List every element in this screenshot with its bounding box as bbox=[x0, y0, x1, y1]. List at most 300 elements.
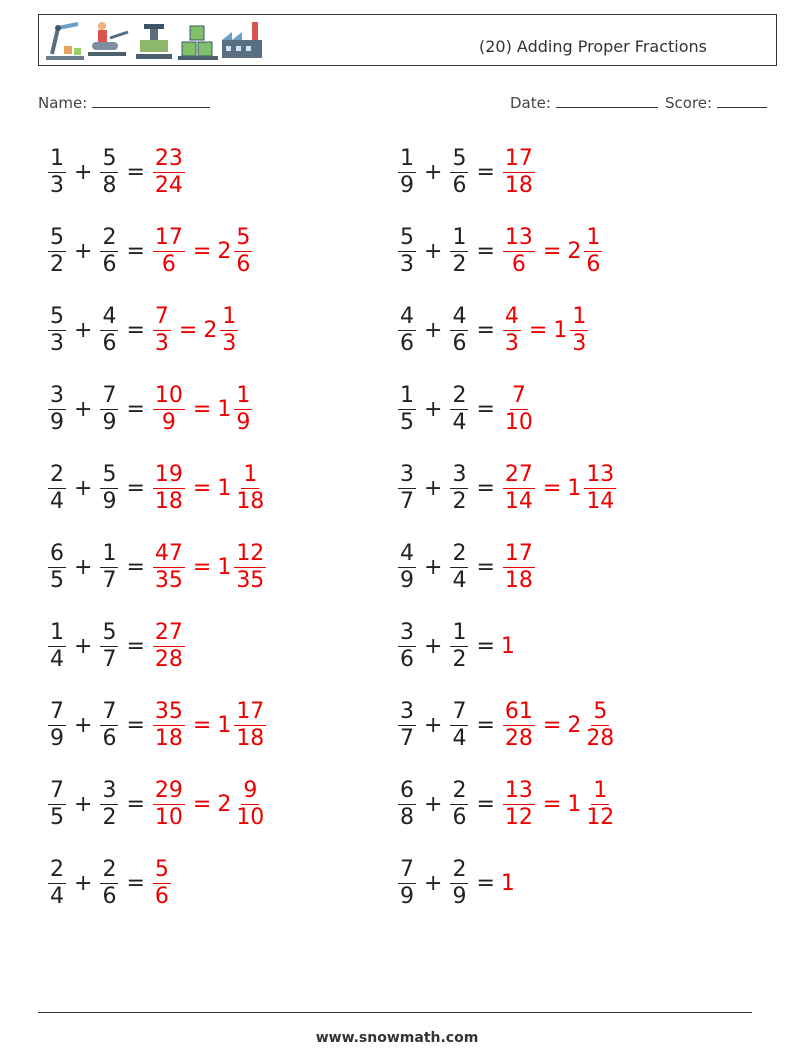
numerator: 1 bbox=[452, 224, 467, 250]
equals-sign: = bbox=[192, 791, 212, 817]
addend-2-fraction bbox=[450, 778, 468, 831]
plus-sign: + bbox=[424, 238, 443, 264]
denominator: 4 bbox=[50, 883, 64, 909]
problem-3 bbox=[46, 220, 254, 282]
numerator: 1 bbox=[400, 145, 414, 171]
problem-14 bbox=[396, 615, 515, 677]
problem-18 bbox=[396, 773, 618, 835]
numerator: 17 bbox=[154, 224, 183, 250]
addend-2-fraction bbox=[100, 146, 118, 199]
equals-sign: = bbox=[126, 238, 145, 264]
numerator: 5 bbox=[236, 224, 251, 250]
numerator: 27 bbox=[154, 619, 183, 645]
equals-sign: = bbox=[192, 554, 212, 580]
denominator: 6 bbox=[102, 883, 117, 909]
equals-sign: = bbox=[476, 475, 495, 501]
addend-2-fraction bbox=[450, 541, 468, 594]
denominator: 6 bbox=[102, 330, 117, 356]
plus-sign: + bbox=[424, 870, 443, 896]
addend-2-fraction bbox=[100, 778, 118, 831]
denominator: 4 bbox=[50, 488, 64, 514]
answer-whole: 1 bbox=[500, 633, 515, 659]
answer bbox=[151, 304, 240, 357]
equals-sign: = bbox=[528, 317, 548, 343]
denominator: 9 bbox=[50, 725, 64, 751]
denominator: 2 bbox=[452, 488, 467, 514]
addend-1-fraction bbox=[48, 541, 66, 594]
addend-2-fraction bbox=[450, 462, 468, 515]
denominator: 9 bbox=[102, 488, 117, 514]
numerator: 3 bbox=[400, 461, 414, 487]
mixed-fraction bbox=[584, 225, 602, 278]
numerator: 6 bbox=[50, 540, 64, 566]
problem-7 bbox=[46, 378, 254, 440]
answer-fraction bbox=[503, 699, 535, 752]
plus-sign: + bbox=[74, 791, 93, 817]
equals-sign: = bbox=[192, 238, 212, 264]
score-field[interactable] bbox=[665, 93, 767, 112]
press-machine-icon bbox=[136, 24, 172, 59]
mixed-whole: 2 bbox=[217, 791, 232, 817]
name-label: Name: bbox=[38, 94, 88, 112]
mixed-whole: 1 bbox=[217, 712, 232, 738]
plus-sign: + bbox=[424, 475, 443, 501]
score-blank[interactable] bbox=[717, 93, 767, 108]
addend-2-fraction bbox=[450, 225, 468, 278]
addend-2-fraction bbox=[450, 383, 468, 436]
answer bbox=[501, 541, 537, 594]
numerator: 5 bbox=[102, 145, 117, 171]
addend-1-fraction bbox=[48, 462, 66, 515]
numerator: 5 bbox=[50, 224, 64, 250]
denominator: 6 bbox=[586, 251, 601, 277]
denominator: 6 bbox=[400, 330, 414, 356]
denominator: 6 bbox=[102, 725, 117, 751]
denominator: 28 bbox=[586, 725, 615, 751]
robot-arm-icon bbox=[46, 24, 84, 60]
equals-sign: = bbox=[126, 712, 145, 738]
problem-8 bbox=[396, 378, 537, 440]
denominator: 10 bbox=[236, 804, 265, 830]
denominator: 18 bbox=[504, 172, 533, 198]
mixed-fraction bbox=[234, 778, 266, 831]
mixed-whole: 1 bbox=[217, 554, 232, 580]
name-field[interactable] bbox=[38, 93, 210, 112]
numerator: 27 bbox=[504, 461, 533, 487]
mixed-whole: 1 bbox=[553, 317, 568, 343]
numerator: 1 bbox=[572, 303, 587, 329]
denominator: 18 bbox=[504, 567, 533, 593]
numerator: 3 bbox=[50, 382, 64, 408]
denominator: 3 bbox=[504, 330, 519, 356]
equals-sign: = bbox=[476, 791, 495, 817]
plus-sign: + bbox=[74, 712, 93, 738]
denominator: 5 bbox=[50, 567, 64, 593]
numerator: 4 bbox=[452, 303, 467, 329]
denominator: 9 bbox=[102, 409, 117, 435]
equals-sign: = bbox=[476, 870, 495, 896]
plus-sign: + bbox=[74, 633, 93, 659]
equals-sign: = bbox=[126, 633, 145, 659]
numerator: 7 bbox=[50, 777, 64, 803]
worksheet-title: (20) Adding Proper Fractions bbox=[479, 37, 707, 56]
denominator: 6 bbox=[154, 883, 169, 909]
denominator: 2 bbox=[452, 251, 467, 277]
score-label: Score: bbox=[665, 94, 713, 112]
answer bbox=[151, 383, 254, 436]
answer-fraction bbox=[503, 383, 535, 436]
numerator: 61 bbox=[504, 698, 533, 724]
addend-2-fraction bbox=[450, 620, 468, 673]
addend-2-fraction bbox=[450, 857, 468, 910]
answer bbox=[501, 146, 537, 199]
answer-fraction bbox=[503, 146, 535, 199]
addend-1-fraction bbox=[398, 304, 416, 357]
equals-sign: = bbox=[126, 159, 145, 185]
equals-sign: = bbox=[178, 317, 198, 343]
mixed-whole: 2 bbox=[567, 238, 582, 264]
numerator: 4 bbox=[400, 540, 414, 566]
answer bbox=[151, 620, 187, 673]
answer bbox=[151, 541, 268, 594]
numerator: 7 bbox=[511, 382, 526, 408]
numerator: 2 bbox=[50, 856, 64, 882]
numerator: 1 bbox=[243, 461, 258, 487]
answer-fraction bbox=[503, 462, 535, 515]
equals-sign: = bbox=[192, 475, 212, 501]
numerator: 7 bbox=[50, 698, 64, 724]
denominator: 2 bbox=[452, 646, 467, 672]
numerator: 5 bbox=[102, 461, 117, 487]
answer bbox=[501, 383, 537, 436]
answer-fraction bbox=[153, 383, 185, 436]
problem-20 bbox=[396, 852, 515, 914]
numerator: 7 bbox=[102, 382, 117, 408]
addend-1-fraction bbox=[48, 225, 66, 278]
factory-icon bbox=[222, 22, 262, 58]
answer bbox=[501, 304, 590, 357]
factory-logo-strip bbox=[44, 18, 266, 64]
answer-fraction bbox=[503, 778, 535, 831]
numerator: 19 bbox=[154, 461, 183, 487]
denominator: 3 bbox=[50, 330, 64, 356]
answer bbox=[151, 225, 254, 278]
numerator: 29 bbox=[154, 777, 183, 803]
problem-12 bbox=[396, 536, 537, 598]
answer-fraction bbox=[153, 146, 185, 199]
addend-1-fraction bbox=[48, 304, 66, 357]
equals-sign: = bbox=[192, 396, 212, 422]
equals-sign: = bbox=[542, 238, 562, 264]
problem-5 bbox=[46, 299, 240, 361]
answer bbox=[501, 634, 515, 659]
denominator: 4 bbox=[452, 567, 467, 593]
addend-1-fraction bbox=[398, 620, 416, 673]
addend-1-fraction bbox=[48, 778, 66, 831]
addend-1-fraction bbox=[48, 857, 66, 910]
mixed-fraction bbox=[234, 699, 266, 752]
addend-2-fraction bbox=[100, 699, 118, 752]
denominator: 3 bbox=[222, 330, 237, 356]
denominator: 6 bbox=[452, 330, 467, 356]
denominator: 8 bbox=[400, 804, 414, 830]
problem-13 bbox=[46, 615, 187, 677]
numerator: 2 bbox=[50, 461, 64, 487]
numerator: 9 bbox=[243, 777, 258, 803]
numerator: 17 bbox=[504, 145, 533, 171]
numerator: 13 bbox=[504, 224, 533, 250]
answer bbox=[501, 462, 618, 515]
denominator: 9 bbox=[452, 883, 467, 909]
addend-2-fraction bbox=[100, 225, 118, 278]
date-blank[interactable] bbox=[556, 93, 658, 108]
denominator: 6 bbox=[511, 251, 526, 277]
denominator: 28 bbox=[154, 646, 183, 672]
plus-sign: + bbox=[424, 317, 443, 343]
problem-10 bbox=[396, 457, 618, 519]
plus-sign: + bbox=[74, 475, 93, 501]
numerator: 5 bbox=[50, 303, 64, 329]
equals-sign: = bbox=[476, 633, 495, 659]
equals-sign: = bbox=[542, 712, 562, 738]
denominator: 5 bbox=[400, 409, 414, 435]
equals-sign: = bbox=[476, 238, 495, 264]
answer-whole: 1 bbox=[500, 870, 515, 896]
mixed-fraction bbox=[234, 462, 266, 515]
addend-2-fraction bbox=[100, 541, 118, 594]
footer-url: www.snowmath.com bbox=[315, 1030, 479, 1046]
addend-1-fraction bbox=[398, 699, 416, 752]
addend-1-fraction bbox=[398, 462, 416, 515]
plus-sign: + bbox=[424, 712, 443, 738]
mixed-fraction bbox=[570, 304, 588, 357]
mixed-whole: 1 bbox=[217, 396, 232, 422]
numerator: 1 bbox=[222, 303, 237, 329]
denominator: 6 bbox=[400, 646, 414, 672]
equals-sign: = bbox=[476, 554, 495, 580]
denominator: 10 bbox=[154, 804, 183, 830]
denominator: 6 bbox=[452, 172, 467, 198]
numerator: 35 bbox=[154, 698, 183, 724]
denominator: 18 bbox=[154, 725, 183, 751]
denominator: 6 bbox=[236, 251, 251, 277]
denominator: 35 bbox=[154, 567, 183, 593]
numerator: 7 bbox=[452, 698, 467, 724]
numerator: 4 bbox=[102, 303, 117, 329]
addend-2-fraction bbox=[450, 699, 468, 752]
addend-1-fraction bbox=[48, 383, 66, 436]
denominator: 7 bbox=[102, 567, 117, 593]
mixed-fraction bbox=[584, 462, 616, 515]
addend-1-fraction bbox=[398, 146, 416, 199]
problem-9 bbox=[46, 457, 268, 519]
numerator: 7 bbox=[102, 698, 117, 724]
mixed-fraction bbox=[234, 225, 252, 278]
numerator: 5 bbox=[400, 224, 414, 250]
denominator: 2 bbox=[102, 804, 117, 830]
denominator: 6 bbox=[102, 251, 117, 277]
problem-2 bbox=[396, 141, 537, 203]
addend-2-fraction bbox=[100, 620, 118, 673]
numerator: 1 bbox=[586, 224, 601, 250]
mixed-whole: 1 bbox=[217, 475, 232, 501]
addend-2-fraction bbox=[100, 857, 118, 910]
problem-6 bbox=[396, 299, 590, 361]
addend-2-fraction bbox=[450, 304, 468, 357]
mixed-fraction bbox=[584, 778, 616, 831]
denominator: 18 bbox=[236, 725, 265, 751]
plus-sign: + bbox=[74, 159, 93, 185]
denominator: 2 bbox=[50, 251, 64, 277]
numerator: 1 bbox=[102, 540, 117, 566]
date-label: Date: bbox=[510, 94, 551, 112]
denominator: 6 bbox=[161, 251, 176, 277]
plus-sign: + bbox=[424, 633, 443, 659]
denominator: 12 bbox=[504, 804, 533, 830]
numerator: 2 bbox=[452, 540, 467, 566]
answer-fraction bbox=[153, 304, 171, 357]
name-blank[interactable] bbox=[92, 93, 210, 108]
denominator: 5 bbox=[50, 804, 64, 830]
addend-1-fraction bbox=[398, 541, 416, 594]
mixed-fraction bbox=[584, 699, 616, 752]
answer bbox=[151, 462, 268, 515]
numerator: 47 bbox=[154, 540, 183, 566]
denominator: 9 bbox=[161, 409, 176, 435]
numerator: 6 bbox=[400, 777, 414, 803]
denominator: 9 bbox=[400, 567, 414, 593]
denominator: 3 bbox=[50, 172, 64, 198]
numerator: 1 bbox=[400, 382, 414, 408]
problem-1 bbox=[46, 141, 187, 203]
answer-fraction bbox=[503, 225, 535, 278]
plus-sign: + bbox=[424, 554, 443, 580]
date-field[interactable] bbox=[510, 93, 658, 112]
equals-sign: = bbox=[126, 396, 145, 422]
addend-1-fraction bbox=[398, 778, 416, 831]
numerator: 5 bbox=[154, 856, 169, 882]
numerator: 7 bbox=[400, 856, 414, 882]
denominator: 6 bbox=[452, 804, 467, 830]
denominator: 7 bbox=[400, 488, 414, 514]
numerator: 13 bbox=[504, 777, 533, 803]
answer bbox=[151, 146, 187, 199]
plus-sign: + bbox=[424, 159, 443, 185]
numerator: 17 bbox=[236, 698, 265, 724]
denominator: 4 bbox=[50, 646, 64, 672]
numerator: 2 bbox=[452, 777, 467, 803]
answer-fraction bbox=[503, 541, 535, 594]
answer bbox=[501, 871, 515, 896]
answer-fraction bbox=[153, 620, 185, 673]
numerator: 12 bbox=[236, 540, 265, 566]
mixed-whole: 1 bbox=[567, 791, 582, 817]
numerator: 3 bbox=[400, 619, 414, 645]
answer-fraction bbox=[153, 462, 185, 515]
numerator: 2 bbox=[452, 856, 467, 882]
denominator: 18 bbox=[154, 488, 183, 514]
equals-sign: = bbox=[476, 396, 495, 422]
equals-sign: = bbox=[126, 554, 145, 580]
numerator: 2 bbox=[452, 382, 467, 408]
numerator: 13 bbox=[586, 461, 615, 487]
numerator: 4 bbox=[400, 303, 414, 329]
numerator: 1 bbox=[50, 145, 64, 171]
equals-sign: = bbox=[126, 870, 145, 896]
denominator: 3 bbox=[400, 251, 414, 277]
mixed-whole: 2 bbox=[217, 238, 232, 264]
denominator: 14 bbox=[586, 488, 615, 514]
answer-fraction bbox=[153, 857, 171, 910]
numerator: 3 bbox=[102, 777, 117, 803]
denominator: 14 bbox=[504, 488, 533, 514]
numerator: 1 bbox=[236, 382, 251, 408]
denominator: 10 bbox=[504, 409, 533, 435]
crates-icon bbox=[178, 26, 218, 60]
numerator: 2 bbox=[102, 856, 117, 882]
numerator: 1 bbox=[50, 619, 64, 645]
plus-sign: + bbox=[74, 238, 93, 264]
numerator: 3 bbox=[452, 461, 467, 487]
equals-sign: = bbox=[126, 317, 145, 343]
plus-sign: + bbox=[74, 317, 93, 343]
worker-icon bbox=[88, 22, 128, 56]
numerator: 2 bbox=[102, 224, 117, 250]
equals-sign: = bbox=[192, 712, 212, 738]
answer-fraction bbox=[153, 225, 185, 278]
numerator: 7 bbox=[154, 303, 169, 329]
numerator: 1 bbox=[593, 777, 608, 803]
numerator: 5 bbox=[452, 145, 467, 171]
denominator: 7 bbox=[400, 725, 414, 751]
denominator: 9 bbox=[50, 409, 64, 435]
equals-sign: = bbox=[126, 475, 145, 501]
plus-sign: + bbox=[74, 870, 93, 896]
mixed-whole: 2 bbox=[567, 712, 582, 738]
denominator: 9 bbox=[236, 409, 251, 435]
equals-sign: = bbox=[476, 712, 495, 738]
addend-1-fraction bbox=[398, 225, 416, 278]
denominator: 28 bbox=[504, 725, 533, 751]
numerator: 10 bbox=[154, 382, 183, 408]
equals-sign: = bbox=[542, 475, 562, 501]
answer bbox=[501, 778, 618, 831]
denominator: 4 bbox=[452, 409, 467, 435]
answer bbox=[501, 699, 618, 752]
problem-17 bbox=[46, 773, 268, 835]
addend-1-fraction bbox=[48, 699, 66, 752]
problem-11 bbox=[46, 536, 268, 598]
denominator: 12 bbox=[586, 804, 615, 830]
mixed-whole: 1 bbox=[567, 475, 582, 501]
denominator: 3 bbox=[154, 330, 169, 356]
mixed-fraction bbox=[234, 383, 252, 436]
answer-fraction bbox=[503, 304, 521, 357]
plus-sign: + bbox=[424, 791, 443, 817]
numerator: 4 bbox=[504, 303, 519, 329]
worksheet-header bbox=[38, 14, 777, 66]
denominator: 24 bbox=[154, 172, 183, 198]
equals-sign: = bbox=[542, 791, 562, 817]
addend-1-fraction bbox=[398, 857, 416, 910]
problem-15 bbox=[46, 694, 268, 756]
denominator: 3 bbox=[572, 330, 587, 356]
numerator: 23 bbox=[154, 145, 183, 171]
answer-fraction bbox=[153, 699, 185, 752]
answer bbox=[151, 857, 173, 910]
mixed-fraction bbox=[234, 541, 266, 594]
plus-sign: + bbox=[74, 554, 93, 580]
